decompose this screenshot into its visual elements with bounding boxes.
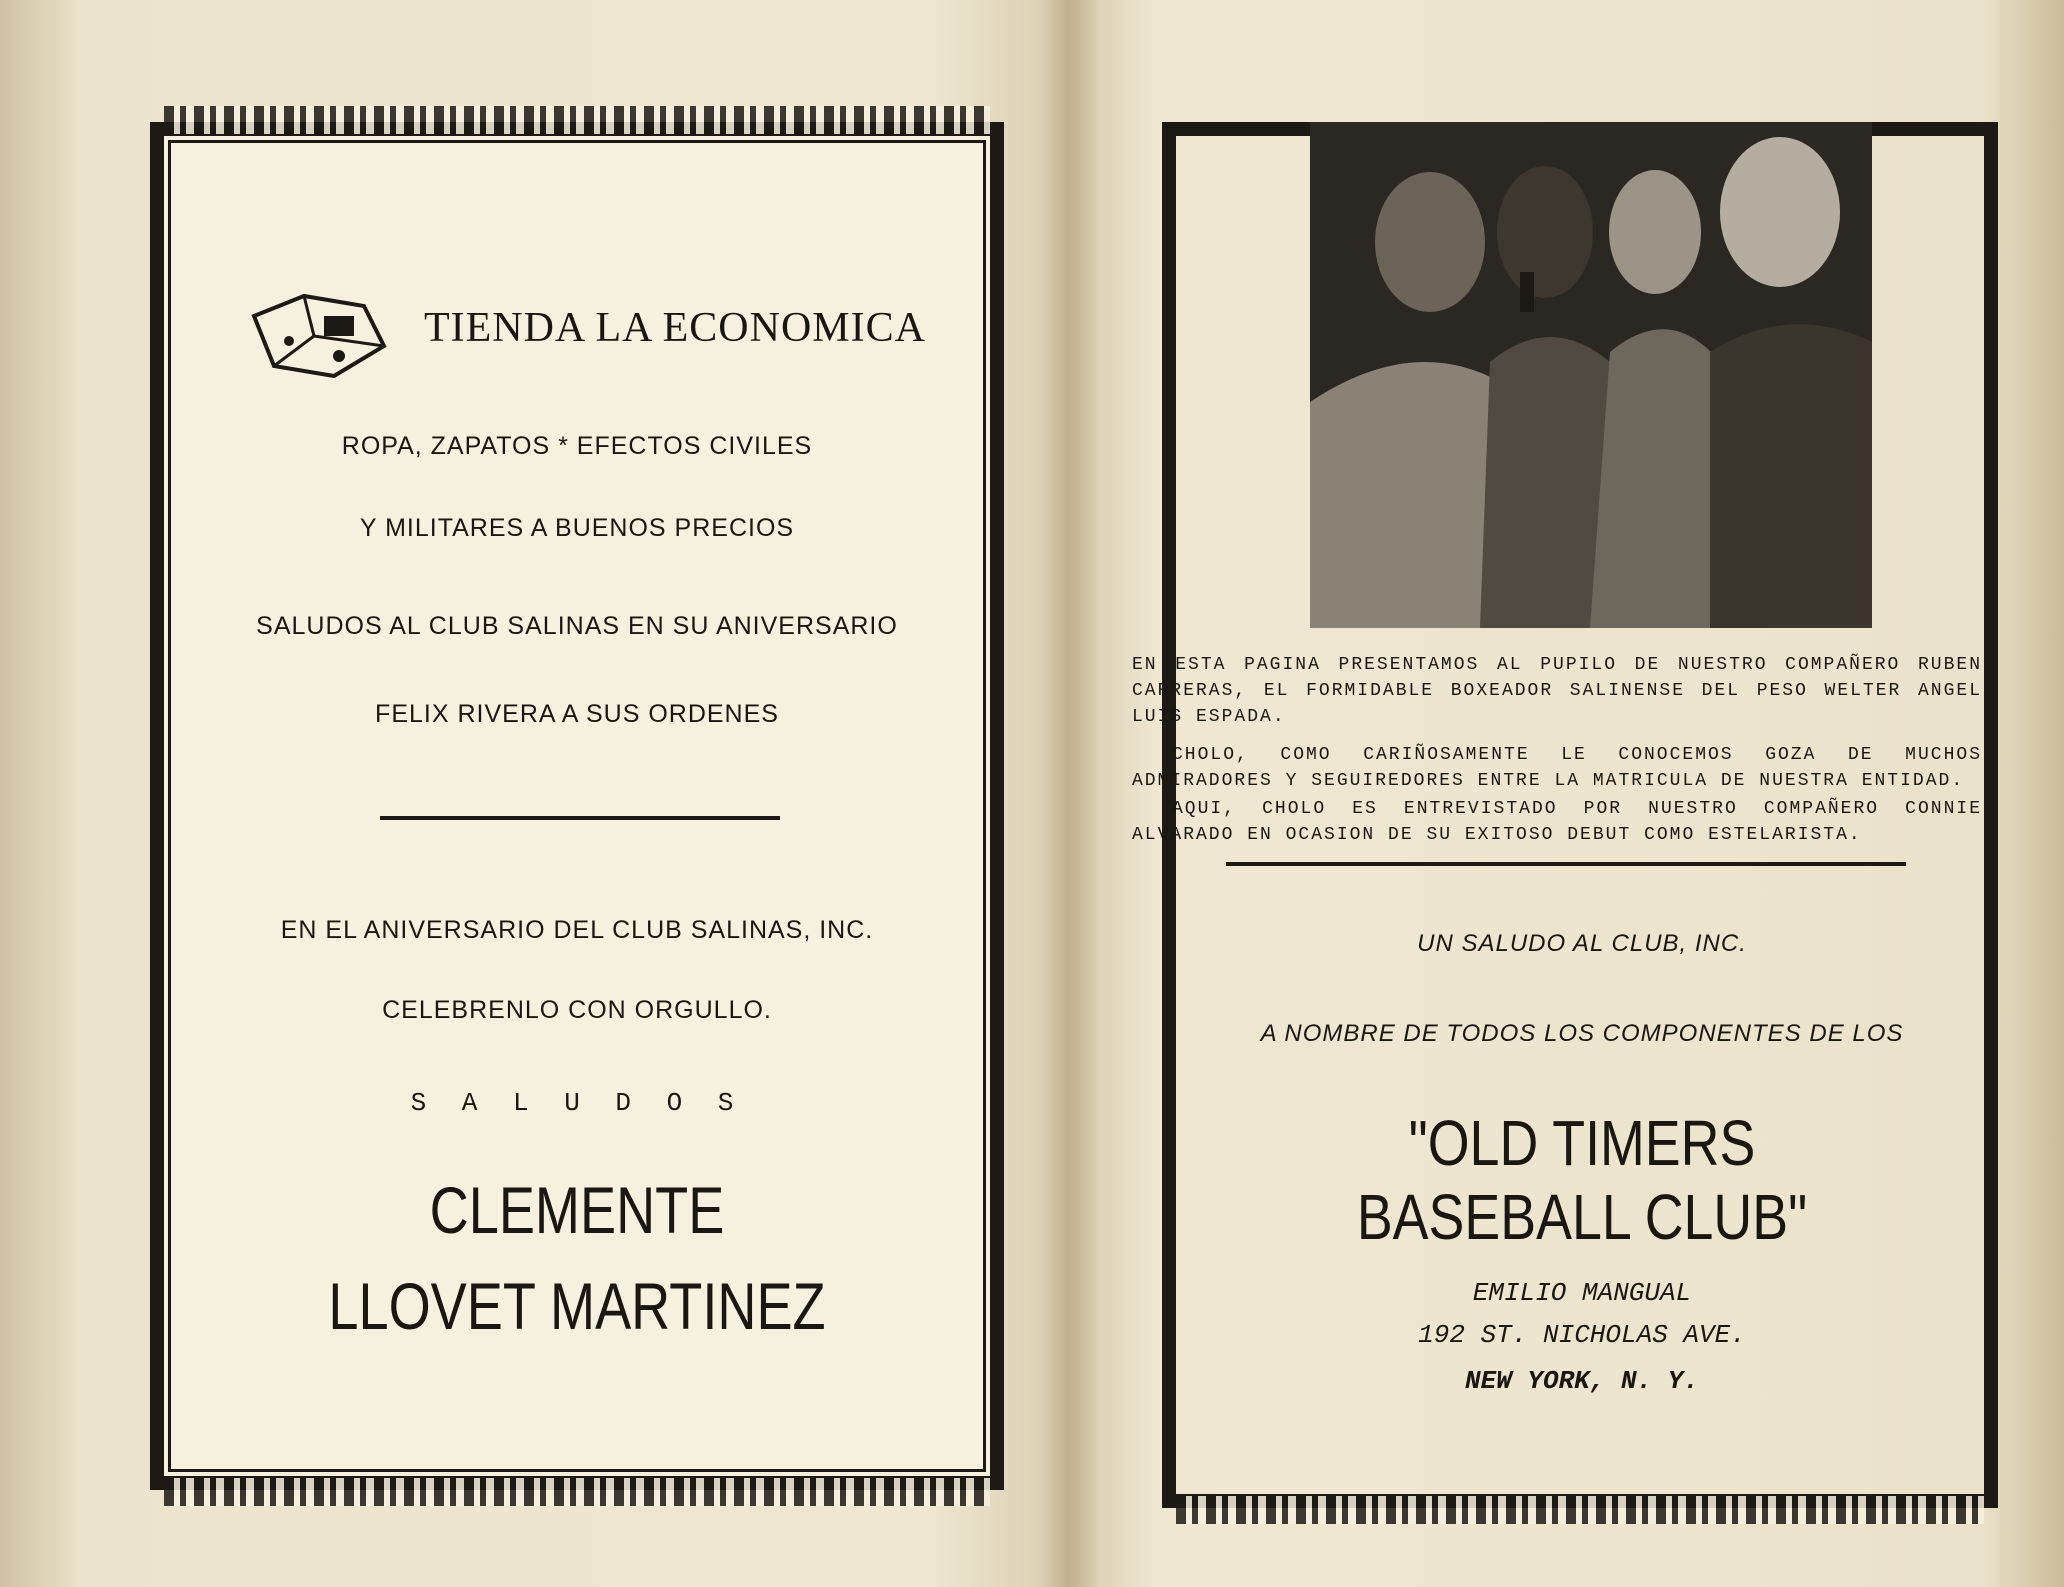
ad-line-felix-rivera: FELIX RIVERA A SUS ORDENES	[375, 700, 779, 728]
contact-address: 192 ST. NICHOLAS AVE.	[1418, 1320, 1746, 1350]
ornamental-border-bottom	[1176, 1496, 1984, 1524]
sponsor-name-first: CLEMENTE	[429, 1173, 725, 1247]
ad-line-aniversario: EN EL ANIVERSARIO DEL CLUB SALINAS, INC.	[280, 916, 874, 944]
contact-name: EMILIO MANGUAL	[1472, 1278, 1692, 1308]
ornamental-border-bottom	[164, 1478, 990, 1506]
ornamental-border-top	[164, 106, 990, 134]
divider-rule	[380, 816, 780, 820]
ad-line-celebrenlo: CELEBRENLO CON ORGULLO.	[382, 996, 772, 1024]
photo-caption-paragraph-3: AQUI, CHOLO ES ENTREVISTADO POR NUESTRO COMPAÑERO CONNIE ALVARADO EN OCASION DE SU EXITOSO DEBUT COMO ESTELARISTA.	[1132, 799, 1982, 845]
ad-line-militares: Y MILITARES A BUENOS PRECIOS	[359, 514, 795, 542]
ad-line-saludos: S A L U D O S	[410, 1088, 744, 1118]
contact-city: NEW YORK, N. Y.	[1464, 1366, 1700, 1396]
greeting-line: UN SALUDO AL CLUB, INC.	[1417, 930, 1747, 957]
left-ad-frame	[150, 122, 1004, 1490]
club-name-line-2: BASEBALL CLUB"	[1356, 1181, 1808, 1253]
store-name: TIENDA LA ECONOMICA	[424, 305, 926, 351]
ad-line-ropa: ROPA, ZAPATOS * EFECTOS CIVILES	[341, 432, 813, 460]
on-behalf-line: A NOMBRE DE TODOS LOS COMPONENTES DE LOS	[1260, 1020, 1904, 1047]
boxer-interview-photo	[1310, 122, 1872, 628]
divider-rule	[1226, 862, 1906, 866]
photo-caption-paragraph-2: CHOLO, COMO CARIÑOSAMENTE LE CONOCEMOS GOZA DE MUCHOS ADMIRADORES Y SEGUIREDORES ENTRE LA MATRICULA DE NUESTRA ENTIDAD.	[1132, 745, 1982, 791]
ad-line-saludos-club: SALUDOS AL CLUB SALINAS EN SU ANIVERSARIO	[256, 612, 898, 640]
club-name-line-1: "OLD TIMERS	[1408, 1107, 1756, 1179]
photo-caption-paragraph-1: EN ESTA PAGINA PRESENTAMOS AL PUPILO DE NUESTRO COMPAÑERO RUBEN CARRERAS, EL FORMIDABLE BOXEADOR SALINENSE DEL PESO WELTER ANGEL LUIS ESPADA.	[1132, 655, 1982, 727]
sponsor-name-last: LLOVET MARTINEZ	[328, 1269, 826, 1343]
page-gutter	[1040, 0, 1100, 1587]
